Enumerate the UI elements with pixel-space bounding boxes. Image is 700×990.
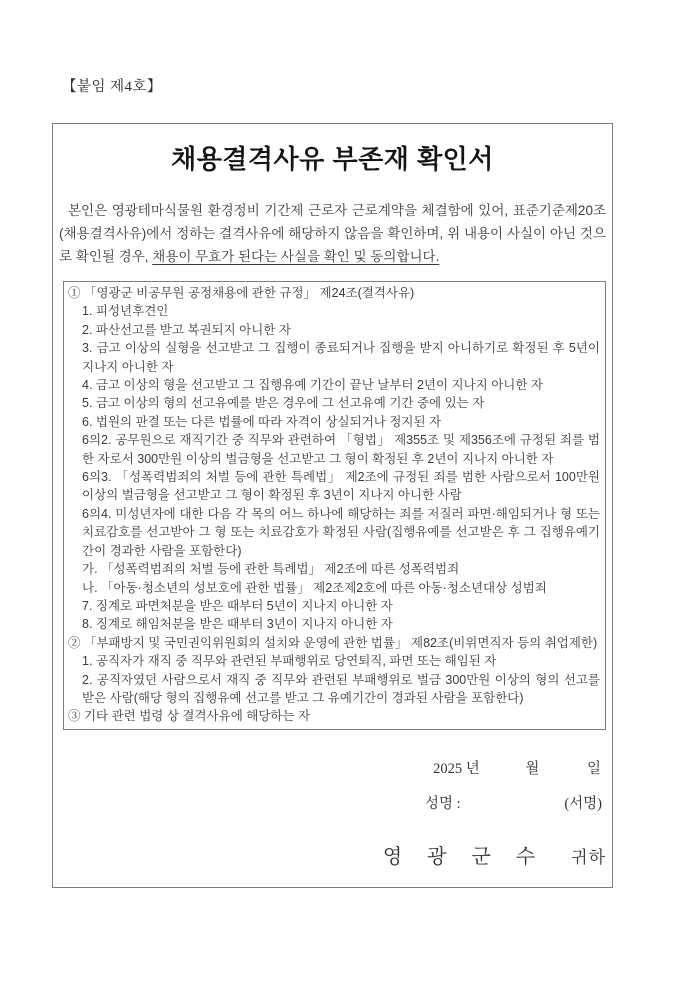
clause-sub-item: 1. 공직자가 재직 중 직무와 관련된 부패행위로 당연퇴직, 파면 또는 해임된 자 bbox=[82, 654, 497, 669]
date-year: 2025 bbox=[433, 761, 463, 777]
date-month-label: 월 bbox=[525, 761, 540, 777]
signature-date-line bbox=[433, 757, 601, 778]
clause-sub-item: 7. 징계로 파면처분을 받은 때부터 5년이 지나지 아니한 자 bbox=[82, 598, 393, 613]
clause-sub-item: 6의2. 공무원으로 재직기간 중 직무와 관련하여 「형법」 제355조 및 제356조에 규정된 죄를 범한 자로서 300만원 이상의 벌금형을 선고받고 그 형이 확정된 후 2년이 지나지 아니한 자 bbox=[82, 433, 600, 466]
intro-paragraph bbox=[59, 199, 606, 268]
signature-name-line bbox=[425, 792, 602, 813]
date-year-label: 년 bbox=[465, 761, 480, 777]
date-day-label: 일 bbox=[586, 761, 601, 777]
document-title: 채용결격사유 부존재 확인서 bbox=[171, 144, 494, 174]
clause-sub-item: 6. 법원의 판결 또는 다른 법률에 따라 자격이 상실되거나 정지된 자 bbox=[82, 414, 442, 429]
clause-sub-item: 나. 「아동·청소년의 성보호에 관한 법률」 제2조제2호에 따른 아동·청소년대상 성범죄 bbox=[82, 580, 547, 595]
clause-sub-item: 6의3. 「성폭력범죄의 처벌 등에 관한 특례법」 제2조에 규정된 죄를 범한 사람으로서 100만원 이상의 벌금형을 선고받고 그 형이 확정된 후 3년이 지나지 아니한 사람 bbox=[82, 470, 600, 503]
clause-sub-item: 3. 금고 이상의 실형을 선고받고 그 집행이 종료되거나 집행을 받지 아니하기로 확정된 후 5년이 지나지 아니한 자 bbox=[82, 341, 600, 374]
intro-underlined-text: 채용이 무효가 된다는 사실을 확인 및 동의합니다. bbox=[152, 249, 440, 264]
clause-sub-item: 8. 징계로 해임처분을 받은 때부터 3년이 지나지 아니한 자 bbox=[82, 617, 393, 632]
recipient-name: 영 광 군 수 bbox=[382, 846, 546, 868]
clause-sub-item: 5. 금고 이상의 형의 선고유예를 받은 경우에 그 선고유예 기간 중에 있는 자 bbox=[82, 396, 485, 411]
clause-item: ② 「부패방지 및 국민권익위원회의 설치와 운영에 관한 법률」 제82조(비위면직자 등의 취업제한) bbox=[68, 635, 598, 650]
name-label: 성명 : bbox=[425, 796, 461, 812]
intro-text: 본인은 영광테마식물원 환경정비 기간제 근로자 근로계약을 체결함에 있어, 표준기준제20조(채용결격사유)에서 정하는 결격사유에 해당하지 않음을 확인하며, 위 내용이 사실이 아닌 것으로 확인될 경우, bbox=[59, 203, 606, 264]
clause-sub-item: 2. 파산선고를 받고 복권되지 아니한 자 bbox=[82, 322, 291, 337]
clause-sub-item: 4. 금고 이상의 형을 선고받고 그 집행유예 기간이 끝난 날부터 2년이 지나지 아니한 자 bbox=[82, 378, 544, 393]
clause-sub-item: 6의4. 미성년자에 대한 다음 각 목의 어느 하나에 해당하는 죄를 저질러 파면·해임되거나 형 또는 치료감호를 선고받아 그 형 또는 치료감호가 확정된 사람(집행유예를 선고받은 후 그 집행유예기간이 경과한 사람을 포함한다) bbox=[82, 506, 600, 558]
document-box bbox=[52, 123, 613, 888]
clause-item: ① 「영광군 비공무원 공정채용에 관한 규정」 제24조(결격사유) bbox=[68, 286, 415, 300]
clause-sub-item: 2. 공직자였던 사람으로서 재직 중 직무와 관련된 부패행위로 벌금 300만원 이상의 형의 선고를 받은 사람(해당 형의 집행유예 선고를 받고 그 유예기간이 경과된 사람을 포함한다) bbox=[82, 672, 600, 705]
clause-sub-item: 가. 「성폭력범죄의 처벌 등에 관한 특례법」 제2조에 따른 성폭력범죄 bbox=[82, 562, 460, 577]
attachment-label: 【붙임 제4호】 bbox=[62, 79, 162, 95]
sign-label: (서명) bbox=[564, 796, 602, 812]
recipient-suffix: 귀하 bbox=[571, 848, 606, 867]
clause-sub-item: 1. 피성년후견인 bbox=[82, 304, 169, 319]
recipient-line bbox=[383, 840, 606, 869]
clauses-box bbox=[63, 281, 606, 730]
clause-item: ③ 기타 관련 법령 상 결격사유에 해당하는 자 bbox=[68, 709, 311, 724]
